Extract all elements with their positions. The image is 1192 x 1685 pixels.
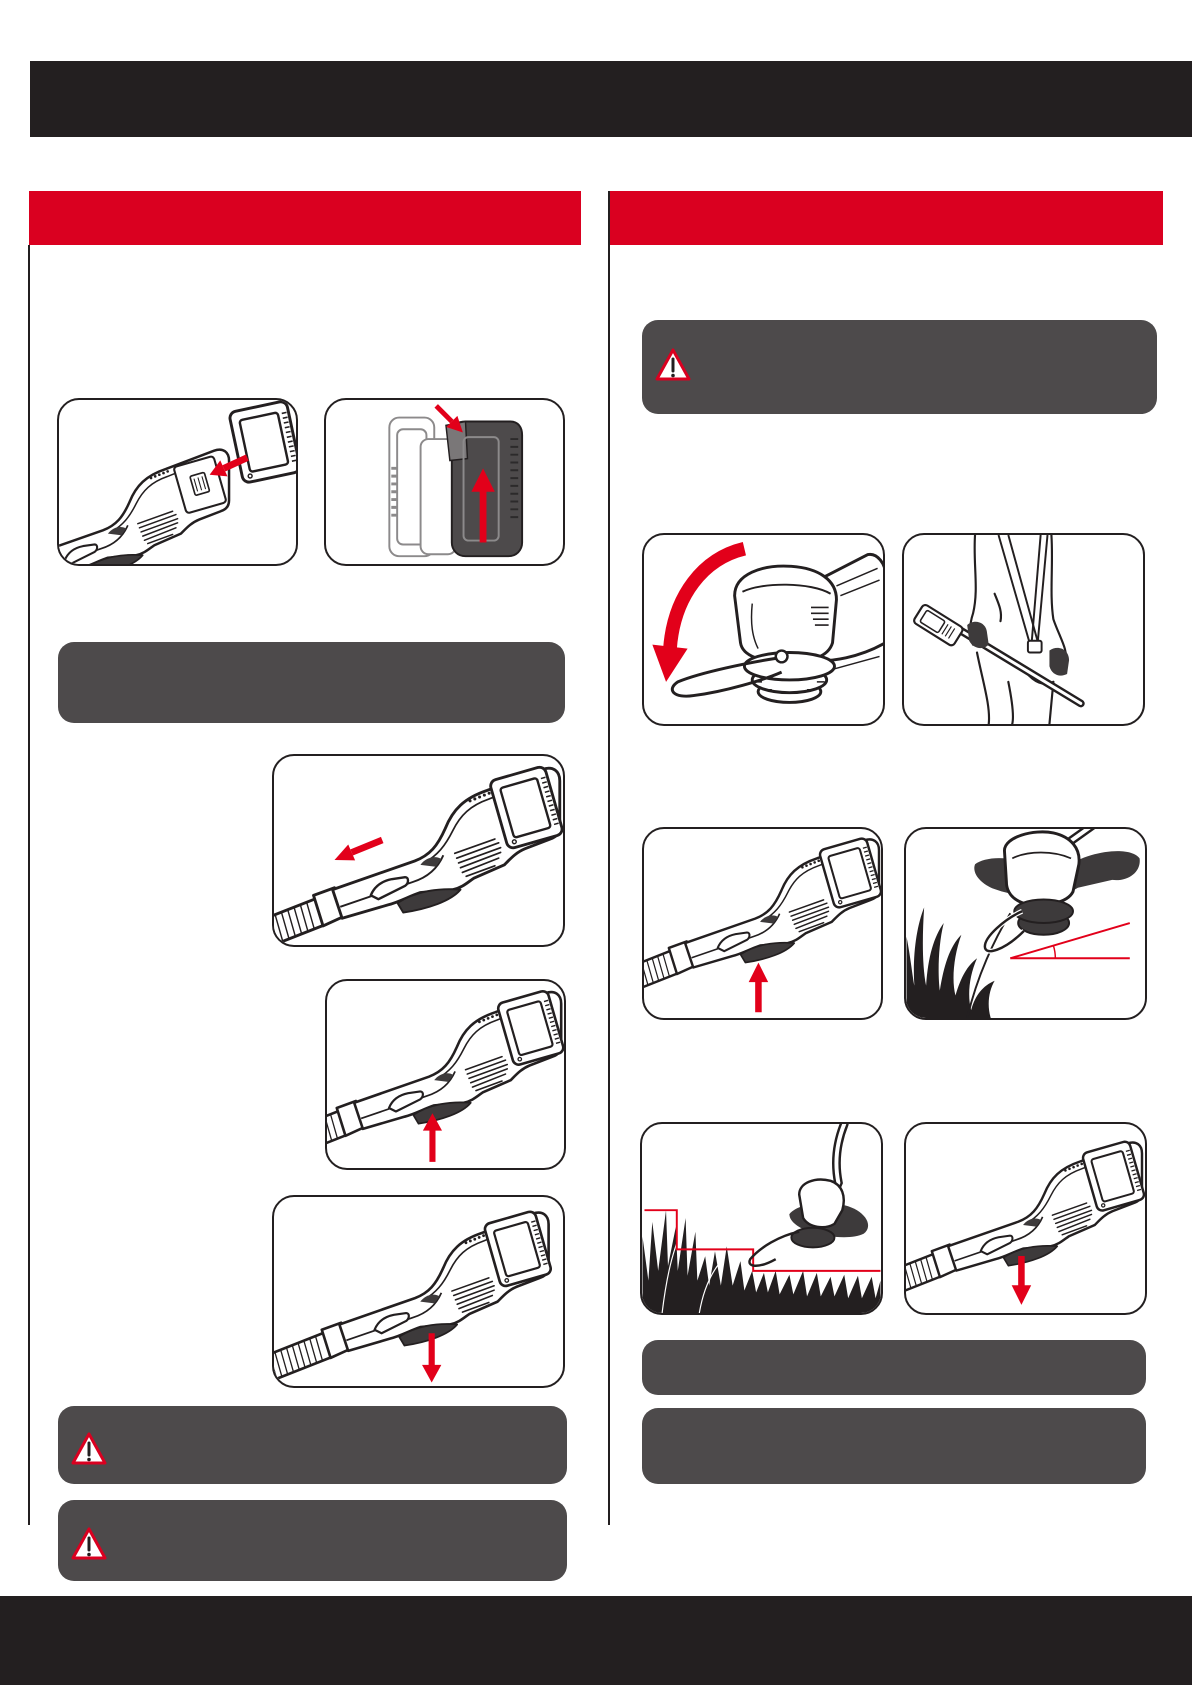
figure-rotate-head <box>642 533 885 726</box>
trimmer-handle-icon <box>644 837 881 993</box>
shoulder-strap-operator-icon <box>904 535 1143 724</box>
grass-icon <box>907 907 1011 1018</box>
note-box <box>58 642 565 723</box>
battery-insert-handle-icon <box>59 400 296 564</box>
figure-battery-insert <box>57 398 298 566</box>
figure-trigger-squeeze <box>642 827 883 1020</box>
battery-pack-icon <box>229 401 296 484</box>
warning-box <box>642 320 1157 414</box>
trimmer-handle-icon <box>274 1210 552 1379</box>
trigger-release-icon <box>274 1197 563 1386</box>
figure-trigger-release <box>272 1195 565 1388</box>
warning-triangle-icon <box>70 1431 108 1467</box>
figure-trigger-squeeze <box>325 979 566 1170</box>
trigger-release-icon <box>906 1124 1145 1313</box>
spool-icon <box>791 1228 834 1248</box>
page-footer-bar <box>0 1596 1192 1685</box>
motor-housing-icon <box>1004 832 1079 905</box>
note-box <box>642 1408 1146 1484</box>
red-arrow-left-icon <box>335 840 383 860</box>
right-column-rule <box>608 191 610 1525</box>
trimmer-shaft-icon <box>1071 829 1098 841</box>
left-column-rule <box>28 245 30 1525</box>
warning-triangle-icon <box>654 347 692 383</box>
left-section-heading-bar <box>29 191 581 245</box>
page-header-bar <box>30 61 1192 137</box>
rotate-head-icon <box>644 535 883 724</box>
warning-box <box>58 1406 567 1484</box>
red-curved-arrow-icon <box>652 549 744 682</box>
trimmer-handle-icon <box>274 766 563 945</box>
figure-trigger-release <box>904 1122 1147 1315</box>
trimmer-handle-icon <box>906 1140 1145 1296</box>
shoulder-strap-icon <box>999 535 1048 653</box>
motor-housing-icon <box>735 566 837 662</box>
figure-shoulder-strap <box>902 533 1145 726</box>
trigger-squeeze-icon <box>644 829 881 1018</box>
figure-stepped-trimming <box>640 1122 883 1315</box>
motor-housing-icon <box>799 1180 844 1228</box>
trimmer-handle-icon <box>327 990 564 1157</box>
warning-box <box>58 1500 567 1581</box>
cutting-angle-icon <box>906 829 1145 1018</box>
battery-slide-in-icon <box>326 400 563 564</box>
stepped-trimming-icon <box>642 1124 881 1313</box>
figure-battery-slide-in <box>324 398 565 566</box>
figure-cutting-angle <box>904 827 1147 1020</box>
figure-lock-off-slide <box>272 754 565 947</box>
trigger-squeeze-icon <box>327 981 564 1168</box>
red-arrow-up-icon <box>749 963 769 1013</box>
tool-housing-outline-icon <box>389 418 455 557</box>
spool-icon <box>1014 900 1073 935</box>
trimmer-handle-icon <box>59 450 229 564</box>
note-box <box>642 1340 1146 1395</box>
warning-triangle-icon <box>70 1526 108 1562</box>
right-section-heading-bar <box>610 191 1163 245</box>
lock-off-slide-icon <box>274 756 563 945</box>
